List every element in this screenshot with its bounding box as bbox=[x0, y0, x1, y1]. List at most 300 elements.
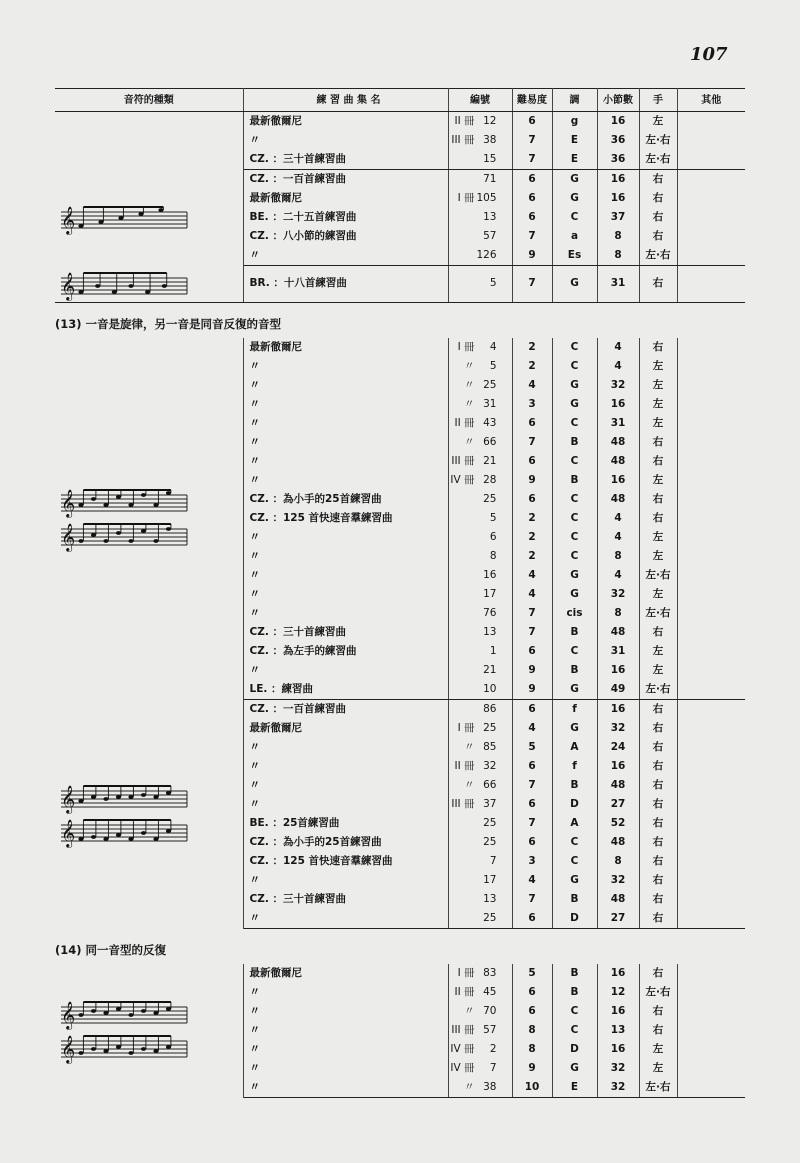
hand-value: 右 bbox=[639, 189, 677, 208]
difficulty-value: 2 bbox=[512, 338, 552, 357]
etude-number bbox=[448, 738, 512, 757]
melody-repeat-notation-icon bbox=[59, 483, 209, 553]
hand-value: 左 bbox=[639, 357, 677, 376]
etude-number bbox=[448, 604, 512, 623]
key-value: C bbox=[552, 509, 597, 528]
key-value: G bbox=[552, 376, 597, 395]
note-head bbox=[153, 539, 158, 543]
etude-title: 〃 bbox=[243, 1002, 448, 1021]
key-value: f bbox=[552, 757, 597, 776]
difficulty-value: 6 bbox=[512, 490, 552, 509]
volume-label: I 冊 bbox=[457, 721, 475, 734]
etude-title: 最新徹爾尼 bbox=[243, 112, 448, 132]
notation-cell bbox=[55, 338, 243, 700]
note-head bbox=[103, 1011, 108, 1015]
note-head bbox=[141, 1047, 146, 1051]
notation-cell bbox=[55, 112, 243, 170]
note-head bbox=[141, 529, 146, 533]
etude-title: CZ. ：三十首練習曲 bbox=[243, 623, 448, 642]
measures-value: 32 bbox=[597, 719, 639, 738]
other-value bbox=[677, 833, 745, 852]
other-value bbox=[677, 1002, 745, 1021]
note-head bbox=[91, 795, 96, 799]
etude-no: 25 bbox=[483, 816, 497, 829]
note-head bbox=[128, 539, 133, 543]
etude-no: 76 bbox=[483, 606, 497, 619]
measures-value: 12 bbox=[597, 983, 639, 1002]
note-head bbox=[128, 795, 133, 799]
other-value bbox=[677, 757, 745, 776]
difficulty-value: 6 bbox=[512, 452, 552, 471]
section-cell bbox=[55, 302, 745, 338]
etude-no: 7 bbox=[489, 854, 497, 867]
measures-value: 52 bbox=[597, 814, 639, 833]
measures-value: 48 bbox=[597, 433, 639, 452]
key-value: B bbox=[552, 623, 597, 642]
etude-title: 〃 bbox=[243, 1078, 448, 1098]
key-value: C bbox=[552, 528, 597, 547]
eighth-run-notation-icon bbox=[59, 200, 209, 236]
other-value bbox=[677, 890, 745, 909]
measures-value: 8 bbox=[597, 547, 639, 566]
etude-title: 最新徹爾尼 bbox=[243, 964, 448, 983]
key-value: G bbox=[552, 585, 597, 604]
etude-no: 1 bbox=[489, 644, 497, 657]
measures-value: 32 bbox=[597, 871, 639, 890]
note-head bbox=[153, 795, 158, 799]
same-figure-repeat-notation-icon bbox=[59, 995, 209, 1065]
etude-no: 16 bbox=[483, 568, 497, 581]
note-head bbox=[116, 1045, 121, 1049]
key-value: E bbox=[552, 150, 597, 170]
etude-no: 32 bbox=[483, 759, 497, 772]
measures-value: 24 bbox=[597, 738, 639, 757]
key-value: B bbox=[552, 661, 597, 680]
etude-no: 2 bbox=[489, 1042, 497, 1055]
hand-value: 左 bbox=[639, 661, 677, 680]
hand-value: 右 bbox=[639, 1021, 677, 1040]
measures-value: 37 bbox=[597, 208, 639, 227]
note-head bbox=[91, 497, 96, 501]
other-value bbox=[677, 246, 745, 266]
difficulty-value: 9 bbox=[512, 246, 552, 266]
difficulty-value: 6 bbox=[512, 642, 552, 661]
etude-title: 〃 bbox=[243, 983, 448, 1002]
etude-no: 25 bbox=[483, 492, 497, 505]
volume-label: 〃 bbox=[464, 740, 475, 753]
header-other: 其他 bbox=[677, 89, 745, 112]
other-value bbox=[677, 852, 745, 871]
treble-clef-icon: 𝄞 bbox=[61, 489, 76, 518]
etude-no: 38 bbox=[483, 134, 497, 146]
etude-no: 25 bbox=[483, 378, 497, 391]
etude-no: 17 bbox=[483, 587, 497, 600]
note-head bbox=[91, 835, 96, 839]
etude-title: 〃 bbox=[243, 585, 448, 604]
hand-value: 右 bbox=[639, 623, 677, 642]
etude-number bbox=[448, 170, 512, 190]
key-value: C bbox=[552, 1002, 597, 1021]
measures-value: 48 bbox=[597, 623, 639, 642]
etude-number bbox=[448, 1059, 512, 1078]
hand-value: 左 bbox=[639, 642, 677, 661]
other-value bbox=[677, 112, 745, 132]
etude-no: 13 bbox=[483, 625, 497, 638]
etude-title: CZ. ：一百首練習曲 bbox=[243, 170, 448, 190]
note-head bbox=[91, 1009, 96, 1013]
etude-no: 21 bbox=[483, 454, 497, 467]
key-value: G bbox=[552, 266, 597, 303]
etude-title: 〃 bbox=[243, 357, 448, 376]
etude-number bbox=[448, 357, 512, 376]
etude-title: 〃 bbox=[243, 433, 448, 452]
difficulty-value: 6 bbox=[512, 414, 552, 433]
etude-no: 70 bbox=[483, 1004, 497, 1017]
etude-number bbox=[448, 1078, 512, 1098]
measures-value: 48 bbox=[597, 776, 639, 795]
etude-number bbox=[448, 528, 512, 547]
etude-title: CZ. ：125 首快速音羣練習曲 bbox=[243, 509, 448, 528]
difficulty-value: 6 bbox=[512, 1002, 552, 1021]
etude-number bbox=[448, 661, 512, 680]
hand-value: 右 bbox=[639, 266, 677, 303]
header-hand: 手 bbox=[639, 89, 677, 112]
etude-title: BR. ：十八首練習曲 bbox=[243, 266, 448, 303]
etude-no: 25 bbox=[483, 835, 497, 848]
note-head bbox=[141, 831, 146, 835]
etude-number bbox=[448, 376, 512, 395]
note-head bbox=[116, 795, 121, 799]
treble-clef-icon: 𝄞 bbox=[61, 523, 76, 552]
other-value bbox=[677, 795, 745, 814]
etude-title: 〃 bbox=[243, 131, 448, 150]
etude-no: 7 bbox=[489, 1061, 497, 1074]
etude-no: 8 bbox=[489, 549, 497, 562]
music-staff bbox=[61, 206, 187, 235]
other-value bbox=[677, 189, 745, 208]
volume-label: I 冊 bbox=[457, 192, 475, 204]
etude-no: 31 bbox=[483, 397, 497, 410]
etude-no: 6 bbox=[489, 530, 497, 543]
etude-number bbox=[448, 833, 512, 852]
etude-title: 〃 bbox=[243, 909, 448, 929]
etude-number bbox=[448, 585, 512, 604]
etude-number bbox=[448, 131, 512, 150]
other-value bbox=[677, 776, 745, 795]
notation-cell bbox=[55, 964, 243, 1098]
other-value bbox=[677, 604, 745, 623]
other-value bbox=[677, 871, 745, 890]
note-head bbox=[128, 1013, 133, 1017]
etude-no: 66 bbox=[483, 435, 497, 448]
note-head bbox=[153, 1049, 158, 1053]
difficulty-value: 2 bbox=[512, 528, 552, 547]
etude-title: 〃 bbox=[243, 452, 448, 471]
etude-title: LE. ：練習曲 bbox=[243, 680, 448, 700]
etude-number bbox=[448, 208, 512, 227]
music-staff bbox=[61, 785, 187, 814]
note-head bbox=[103, 503, 108, 507]
volume-label: 〃 bbox=[464, 778, 475, 791]
etude-number bbox=[448, 1021, 512, 1040]
etude-no: 85 bbox=[483, 740, 497, 753]
volume-label: IV 冊 bbox=[450, 1042, 475, 1055]
treble-clef-icon: 𝄞 bbox=[61, 205, 76, 234]
etude-title: 最新徹爾尼 bbox=[243, 189, 448, 208]
etude-number bbox=[448, 490, 512, 509]
other-value bbox=[677, 414, 745, 433]
music-staff bbox=[61, 819, 187, 848]
header-difficulty: 難易度 bbox=[512, 89, 552, 112]
key-value: B bbox=[552, 890, 597, 909]
key-value: g bbox=[552, 112, 597, 132]
etude-number bbox=[448, 983, 512, 1002]
other-value bbox=[677, 266, 745, 303]
etude-number bbox=[448, 547, 512, 566]
header-key: 調 bbox=[552, 89, 597, 112]
note-head bbox=[116, 833, 121, 837]
etude-title: CZ. ：125 首快速音羣練習曲 bbox=[243, 852, 448, 871]
hand-value: 右 bbox=[639, 852, 677, 871]
treble-clef-icon: 𝄞 bbox=[61, 818, 76, 847]
measures-value: 31 bbox=[597, 414, 639, 433]
measures-value: 16 bbox=[597, 189, 639, 208]
header-row bbox=[55, 89, 745, 112]
etude-number bbox=[448, 680, 512, 700]
hand-value: 左 bbox=[639, 376, 677, 395]
key-value: C bbox=[552, 642, 597, 661]
difficulty-value: 7 bbox=[512, 776, 552, 795]
key-value: A bbox=[552, 738, 597, 757]
note-head bbox=[128, 503, 133, 507]
hand-value: 右 bbox=[639, 795, 677, 814]
note-head bbox=[78, 290, 83, 294]
key-value: C bbox=[552, 338, 597, 357]
etude-title: CZ. ：為左手的練習曲 bbox=[243, 642, 448, 661]
hand-value: 右 bbox=[639, 964, 677, 983]
header-type: 音符的種類 bbox=[55, 89, 243, 112]
difficulty-value: 6 bbox=[512, 909, 552, 929]
note-head bbox=[78, 503, 83, 507]
key-value: E bbox=[552, 131, 597, 150]
measures-value: 16 bbox=[597, 471, 639, 490]
difficulty-value: 6 bbox=[512, 983, 552, 1002]
hand-value: 左·右 bbox=[639, 983, 677, 1002]
hand-value: 右 bbox=[639, 719, 677, 738]
section-row bbox=[55, 928, 745, 964]
measures-value: 31 bbox=[597, 266, 639, 303]
note-head bbox=[141, 493, 146, 497]
key-value: E bbox=[552, 1078, 597, 1098]
other-value bbox=[677, 983, 745, 1002]
etude-no: 105 bbox=[476, 192, 497, 204]
difficulty-value: 4 bbox=[512, 585, 552, 604]
measures-value: 16 bbox=[597, 661, 639, 680]
volume-label: II 冊 bbox=[454, 416, 475, 429]
other-value bbox=[677, 585, 745, 604]
etude-no: 12 bbox=[483, 115, 497, 127]
etude-title: CZ. ：為小手的25首練習曲 bbox=[243, 490, 448, 509]
etude-no: 4 bbox=[489, 340, 497, 353]
measures-value: 13 bbox=[597, 1021, 639, 1040]
note-head bbox=[78, 837, 83, 841]
difficulty-value: 4 bbox=[512, 566, 552, 585]
other-value bbox=[677, 208, 745, 227]
note-head bbox=[78, 799, 83, 803]
etude-number bbox=[448, 189, 512, 208]
note-head bbox=[118, 216, 123, 220]
section-cell bbox=[55, 928, 745, 964]
measures-value: 27 bbox=[597, 909, 639, 929]
difficulty-value: 7 bbox=[512, 150, 552, 170]
hand-value: 右 bbox=[639, 814, 677, 833]
other-value bbox=[677, 909, 745, 929]
etude-no: 21 bbox=[483, 663, 497, 676]
other-value bbox=[677, 680, 745, 700]
etude-no: 17 bbox=[483, 873, 497, 886]
hand-value: 右 bbox=[639, 208, 677, 227]
note-head bbox=[95, 284, 100, 288]
hand-value: 左·右 bbox=[639, 566, 677, 585]
page-number: 107 bbox=[690, 44, 728, 65]
measures-value: 31 bbox=[597, 642, 639, 661]
measures-value: 8 bbox=[597, 852, 639, 871]
etude-no: 5 bbox=[489, 277, 497, 290]
etude-number bbox=[448, 699, 512, 719]
note-head bbox=[103, 797, 108, 801]
music-staff bbox=[61, 272, 187, 301]
etude-title: 〃 bbox=[243, 757, 448, 776]
hand-value: 右 bbox=[639, 699, 677, 719]
other-value bbox=[677, 1040, 745, 1059]
measures-value: 8 bbox=[597, 227, 639, 246]
hand-value: 左 bbox=[639, 112, 677, 132]
etude-number bbox=[448, 566, 512, 585]
key-value: G bbox=[552, 719, 597, 738]
etude-no: 43 bbox=[483, 416, 497, 429]
key-value: cis bbox=[552, 604, 597, 623]
notation-cell bbox=[55, 699, 243, 928]
other-value bbox=[677, 509, 745, 528]
difficulty-value: 5 bbox=[512, 738, 552, 757]
hand-value: 右 bbox=[639, 433, 677, 452]
hand-value: 左 bbox=[639, 1040, 677, 1059]
etude-no: 5 bbox=[489, 511, 497, 524]
etude-number bbox=[448, 1002, 512, 1021]
key-value: C bbox=[552, 452, 597, 471]
treble-clef-icon: 𝄞 bbox=[61, 784, 76, 813]
key-value: D bbox=[552, 909, 597, 929]
hand-value: 左 bbox=[639, 585, 677, 604]
key-value: C bbox=[552, 1021, 597, 1040]
etude-number bbox=[448, 1040, 512, 1059]
difficulty-value: 6 bbox=[512, 112, 552, 132]
difficulty-value: 7 bbox=[512, 131, 552, 150]
hand-value: 左·右 bbox=[639, 131, 677, 150]
etude-title: 〃 bbox=[243, 1059, 448, 1078]
note-head bbox=[166, 1007, 171, 1011]
note-head bbox=[162, 284, 167, 288]
volume-label: I 冊 bbox=[457, 340, 475, 353]
key-value: C bbox=[552, 414, 597, 433]
header-number: 編號 bbox=[448, 89, 512, 112]
etude-title: 〃 bbox=[243, 871, 448, 890]
etude-no: 25 bbox=[483, 721, 497, 734]
difficulty-value: 2 bbox=[512, 357, 552, 376]
table-row bbox=[55, 170, 745, 190]
other-value bbox=[677, 814, 745, 833]
difficulty-value: 6 bbox=[512, 757, 552, 776]
notation-cell bbox=[55, 266, 243, 303]
etude-title: 〃 bbox=[243, 246, 448, 266]
difficulty-value: 8 bbox=[512, 1040, 552, 1059]
difficulty-value: 6 bbox=[512, 208, 552, 227]
other-value bbox=[677, 490, 745, 509]
etude-title: 〃 bbox=[243, 795, 448, 814]
note-head bbox=[78, 224, 83, 228]
etude-title: 〃 bbox=[243, 738, 448, 757]
hand-value: 右 bbox=[639, 776, 677, 795]
difficulty-value: 9 bbox=[512, 680, 552, 700]
note-head bbox=[128, 284, 133, 288]
etude-number bbox=[448, 112, 512, 132]
key-value: D bbox=[552, 1040, 597, 1059]
etude-no: 13 bbox=[483, 892, 497, 905]
difficulty-value: 7 bbox=[512, 227, 552, 246]
key-value: C bbox=[552, 852, 597, 871]
etude-title: 〃 bbox=[243, 471, 448, 490]
measures-value: 49 bbox=[597, 680, 639, 700]
hand-value: 右 bbox=[639, 1002, 677, 1021]
key-value: G bbox=[552, 680, 597, 700]
volume-label: 〃 bbox=[464, 435, 475, 448]
key-value: B bbox=[552, 433, 597, 452]
difficulty-value: 5 bbox=[512, 964, 552, 983]
difficulty-value: 6 bbox=[512, 170, 552, 190]
difficulty-value: 7 bbox=[512, 890, 552, 909]
etude-title: 最新徹爾尼 bbox=[243, 338, 448, 357]
section-heading: (13) 一音是旋律，另一音是同音反復的音型 bbox=[55, 316, 282, 331]
measures-value: 16 bbox=[597, 170, 639, 190]
etude-title: 〃 bbox=[243, 528, 448, 547]
key-value: Es bbox=[552, 246, 597, 266]
note-head bbox=[166, 1045, 171, 1049]
hand-value: 右 bbox=[639, 338, 677, 357]
other-value bbox=[677, 642, 745, 661]
measures-value: 32 bbox=[597, 376, 639, 395]
key-value: G bbox=[552, 871, 597, 890]
etude-no: 25 bbox=[483, 911, 497, 924]
etude-number bbox=[448, 150, 512, 170]
hand-value: 右 bbox=[639, 452, 677, 471]
note-head bbox=[145, 290, 150, 294]
key-value: G bbox=[552, 395, 597, 414]
note-head bbox=[103, 1049, 108, 1053]
note-head bbox=[91, 1047, 96, 1051]
volume-label: 〃 bbox=[464, 378, 475, 391]
etude-no: 71 bbox=[483, 173, 497, 185]
other-value bbox=[677, 719, 745, 738]
measures-value: 16 bbox=[597, 1040, 639, 1059]
hand-value: 右 bbox=[639, 227, 677, 246]
other-value bbox=[677, 699, 745, 719]
measures-value: 32 bbox=[597, 1059, 639, 1078]
measures-value: 48 bbox=[597, 452, 639, 471]
notation-cell bbox=[55, 170, 243, 266]
treble-clef-icon: 𝄞 bbox=[61, 1035, 76, 1064]
hand-value: 左·右 bbox=[639, 1078, 677, 1098]
other-value bbox=[677, 357, 745, 376]
